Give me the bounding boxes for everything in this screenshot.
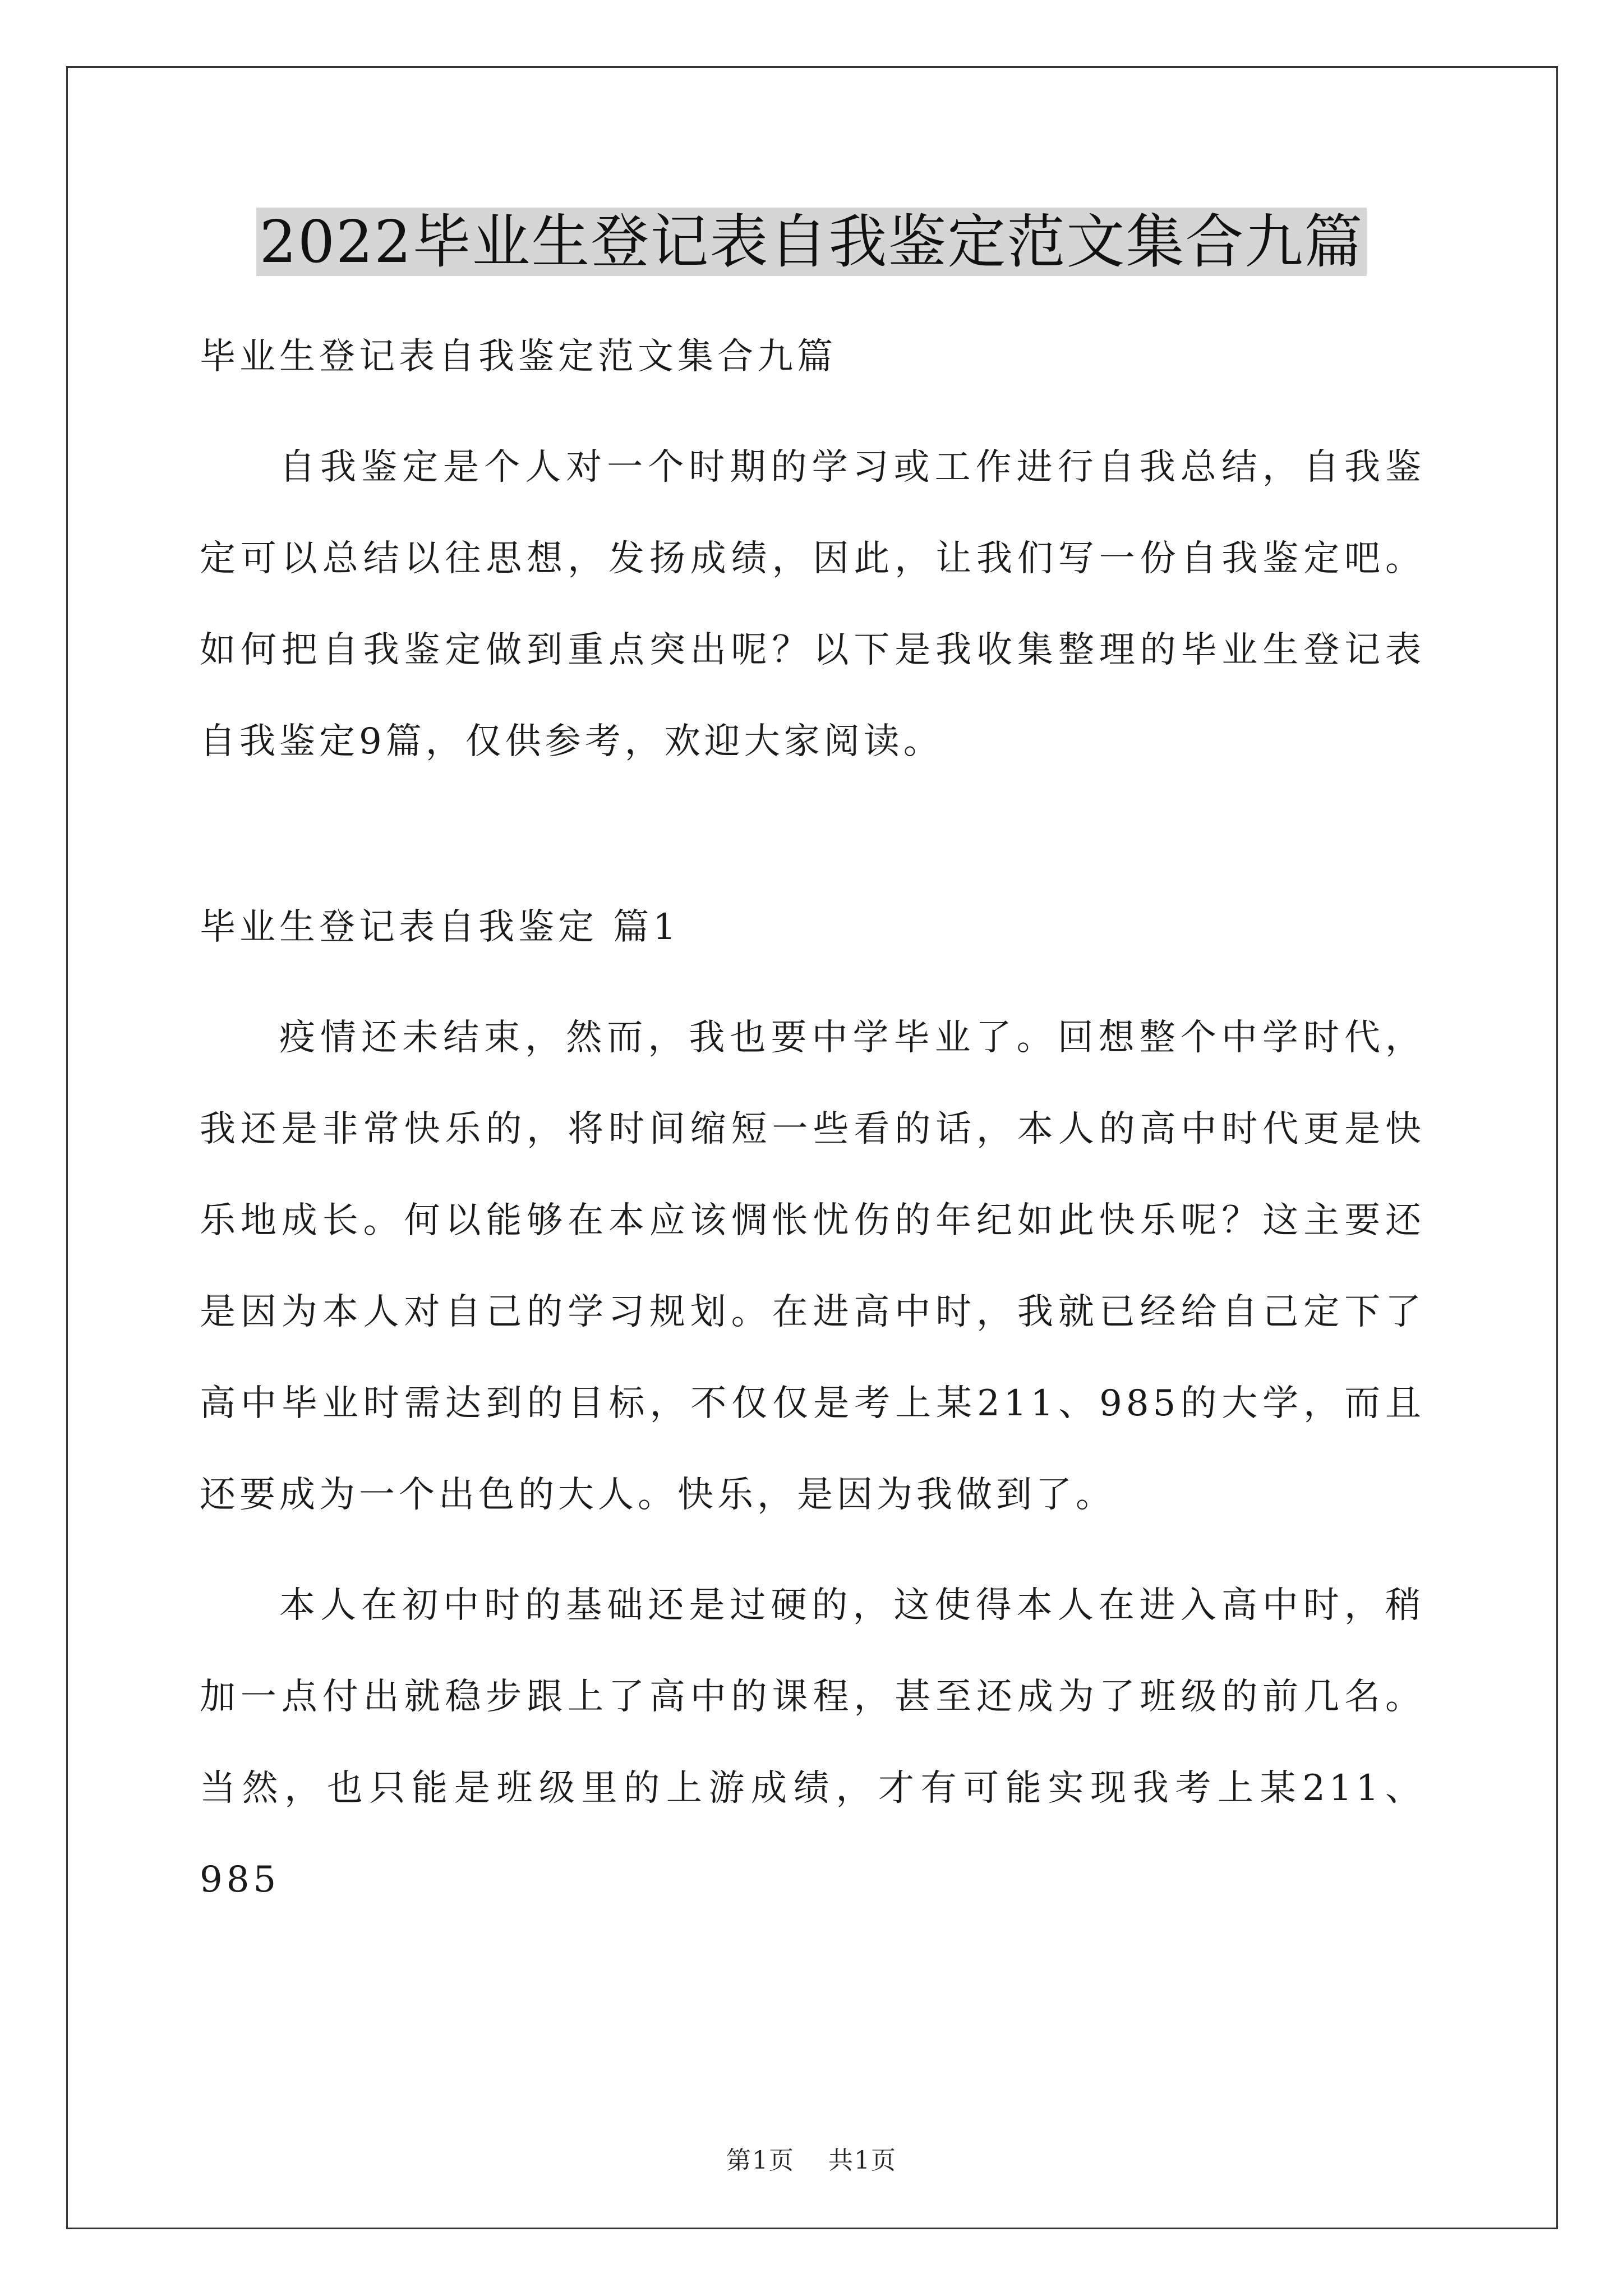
document-subtitle: 毕业生登记表自我鉴定范文集合九篇: [200, 336, 837, 378]
document-title: [0, 200, 1623, 284]
section-heading: 毕业生登记表自我鉴定 篇1: [200, 907, 680, 948]
document-title-text: 2022毕业生登记表自我鉴定范文集合九篇: [256, 208, 1367, 276]
page-footer: [0, 2140, 1623, 2176]
body-paragraph: 本人在初中时的基础还是过硬的，这使得本人在进入高中时，稍加一点付出就稳步跟上了高中的课程，甚至还成为了班级的前几名。当然，也只能是班级里的上游成绩，才有可能实现我考上某211、985: [200, 1585, 1425, 1901]
page-total: 共1页: [828, 2146, 897, 2175]
body-paragraph: 疫情还未结束，然而，我也要中学毕业了。回想整个中学时代，我还是非常快乐的，将时间缩短一些看的话，本人的高中时代更是快乐地成长。何以能够在本应该惆怅忧伤的年纪如此快乐呢？这主要还是因为本人对自己的学习规划。在进高中时，我就已经给自己定下了高中毕业时需达到的目标，不仅仅是考上某211、985的大学，而且还要成为一个出色的大人。快乐，是因为我做到了。: [200, 1017, 1425, 1516]
page-number: 第1页: [726, 2146, 795, 2175]
document-body: [200, 311, 1425, 1926]
intro-paragraph: 自我鉴定是个人对一个时期的学习或工作进行自我总结，自我鉴定可以总结以往思想，发扬成绩，因此，让我们写一份自我鉴定吧。如何把自我鉴定做到重点突出呢？以下是我收集整理的毕业生登记表自我鉴定9篇，仅供参考，欢迎大家阅读。: [200, 447, 1425, 762]
